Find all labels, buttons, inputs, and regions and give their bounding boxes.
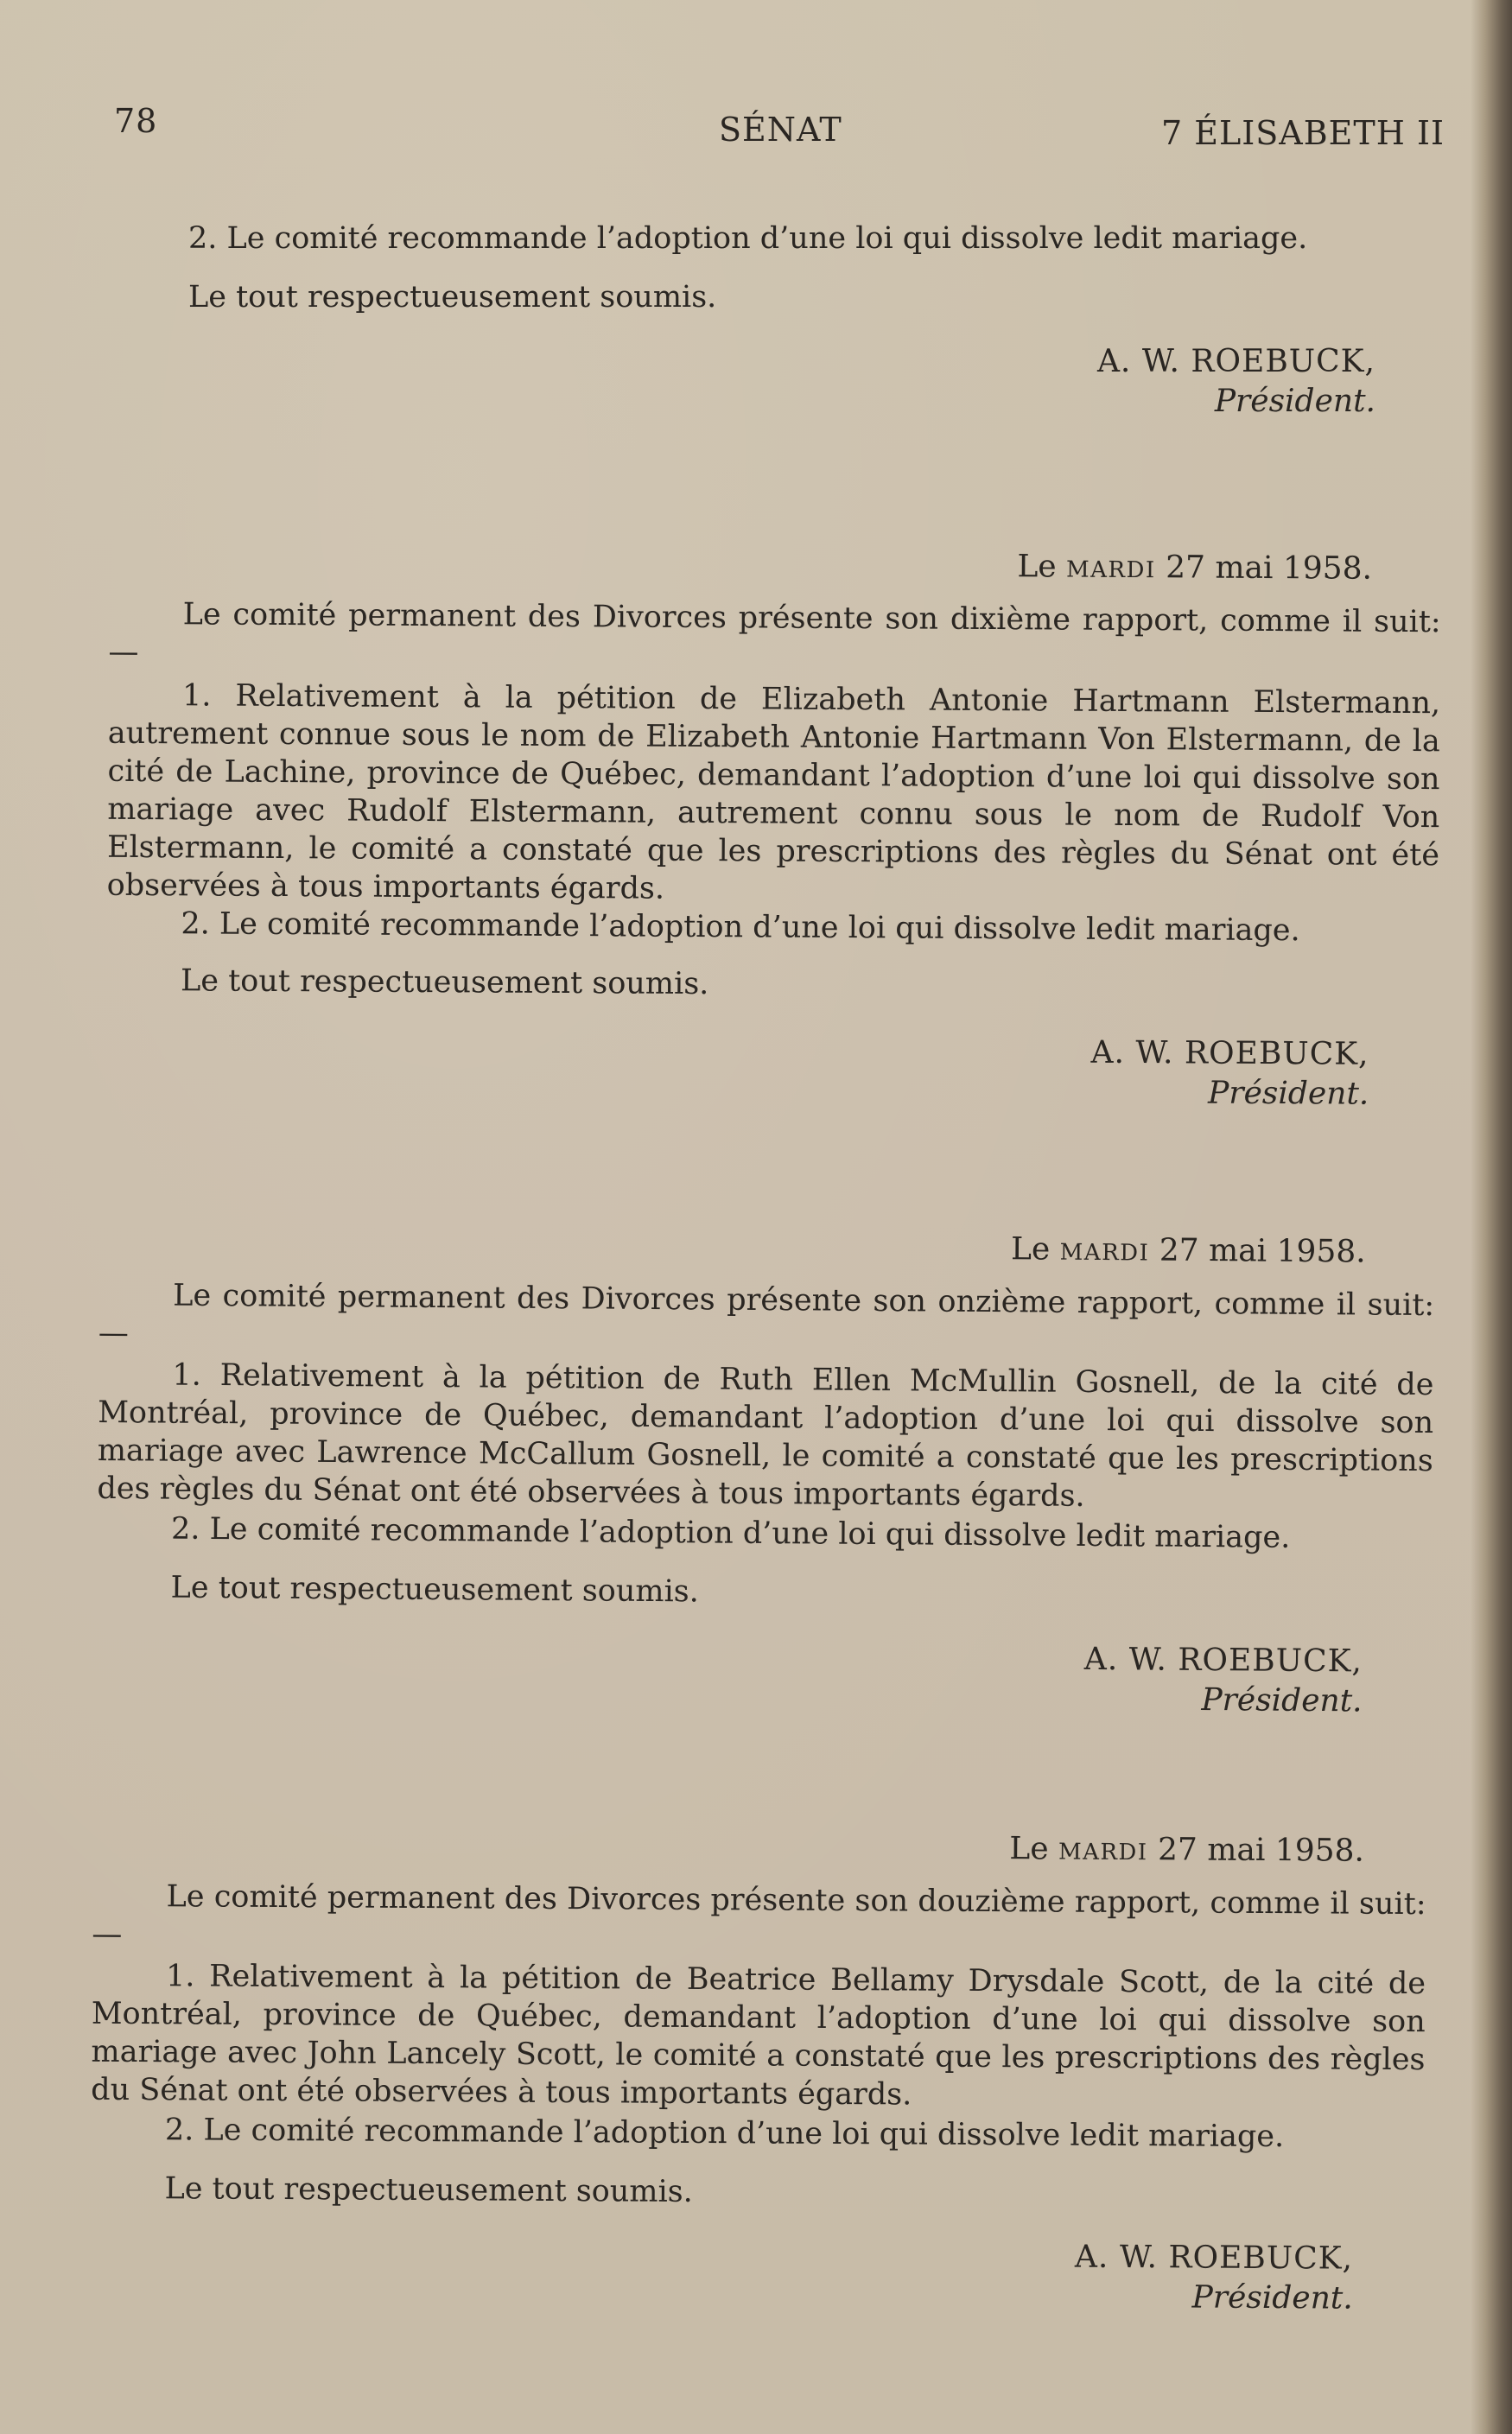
report-item-2: 2. Le comité recommande l’adoption d’une loi qui dissolve ledit mariage.	[164, 2113, 1285, 2155]
report-item-1: 1. Relativement à la pétition de Ruth Ellen McMullin Gosnell, de la cité de Montréal, province de Québec, demandant l’adoption d’une loi qui dissolve son mariage avec Lawrence McCallum Gosnell, le comité a constaté que les prescriptions des règles du Sénat ont été observées à tous importants égards.	[97, 1357, 1434, 1514]
report-date	[1017, 547, 1372, 592]
chamber-title: SÉNAT	[719, 111, 842, 149]
signature-name: A. W. ROEBUCK,	[1096, 344, 1375, 379]
date-prefix: Le	[1009, 1831, 1049, 1867]
report-signature	[1090, 1033, 1369, 1115]
book-spine-shadow	[1471, 0, 1512, 2434]
report-intro: Le comité permanent des Divorces présente son dixième rapport, comme il suit:—	[108, 597, 1441, 670]
signature-title: Président.	[1208, 1075, 1369, 1112]
page-header	[114, 102, 1445, 152]
date-rest: 27 mai 1958.	[1157, 1832, 1365, 1869]
continuation-recommendation: 2. Le comité recommande l’adoption d’une loi qui dissolve ledit mariage.	[188, 221, 1308, 256]
date-rest: 27 mai 1958.	[1166, 550, 1373, 587]
continuation-closing: Le tout respectueusement soumis.	[188, 280, 717, 315]
report-signature	[1083, 1640, 1363, 1722]
report-date	[1009, 1829, 1364, 1874]
report-closing: Le tout respectueusement soumis.	[170, 1570, 700, 1610]
page-number: 78	[114, 102, 158, 140]
date-prefix: Le	[1017, 549, 1057, 585]
report-intro: Le comité permanent des Divorces présente son douzième rapport, comme il suit:—	[92, 1879, 1426, 1952]
report-date	[1011, 1230, 1366, 1274]
date-day: MARDI	[1065, 556, 1156, 584]
signature-name: A. W. ROEBUCK,	[1090, 1034, 1369, 1072]
report-item-2: 2. Le comité recommande l’adoption d’une loi qui dissolve ledit mariage.	[170, 1511, 1291, 1555]
continuation-signature	[1097, 342, 1375, 422]
date-prefix: Le	[1010, 1231, 1051, 1268]
date-day: MARDI	[1058, 1839, 1148, 1866]
regnal-year: 7 ÉLISABETH II	[1161, 114, 1445, 152]
date-day: MARDI	[1059, 1239, 1150, 1267]
report-closing: Le tout respectueusement soumis.	[180, 963, 709, 1002]
report-intro: Le comité permanent des Divorces présente son onzième rapport, comme il suit:—	[98, 1278, 1435, 1351]
signature-title: Président.	[1201, 1681, 1363, 1719]
date-rest: 27 mai 1958.	[1159, 1232, 1366, 1270]
signature-title: Président.	[1214, 384, 1375, 419]
report-closing: Le tout respectueusement soumis.	[164, 2171, 693, 2209]
signature-name: A. W. ROEBUCK,	[1074, 2239, 1354, 2277]
signature-title: Président.	[1191, 2279, 1353, 2316]
report-item-2: 2. Le comité recommande l’adoption d’une loi qui dissolve ledit mariage.	[181, 906, 1300, 949]
report-item-1: 1. Relativement à la pétition de Beatrice Bellamy Drysdale Scott, de la cité de Montréal, province de Québec, demandant l’adoption d’une loi qui dissolve son mariage avec John Lancely Scott, le comité a constaté que les prescriptions des règles du Sénat ont été observées à tous importants égards.	[91, 1959, 1426, 2113]
signature-name: A. W. ROEBUCK,	[1083, 1641, 1363, 1680]
report-signature	[1075, 2238, 1354, 2319]
report-item-1: 1. Relativement à la pétition de Elizabeth Antonie Hartmann Elstermann, autrement connue sous le nom de Elizabeth Antonie Hartmann Von Elstermann, de la cité de Lachine, province de Québec, demandant l’adoption d’une loi qui dissolve son mariage avec Rudolf Elstermann, autrement connu sous le nom de Rudolf Von Elstermann, le comité a constaté que les prescriptions des règles du Sénat ont été observées à tous importants égards.	[106, 678, 1441, 906]
